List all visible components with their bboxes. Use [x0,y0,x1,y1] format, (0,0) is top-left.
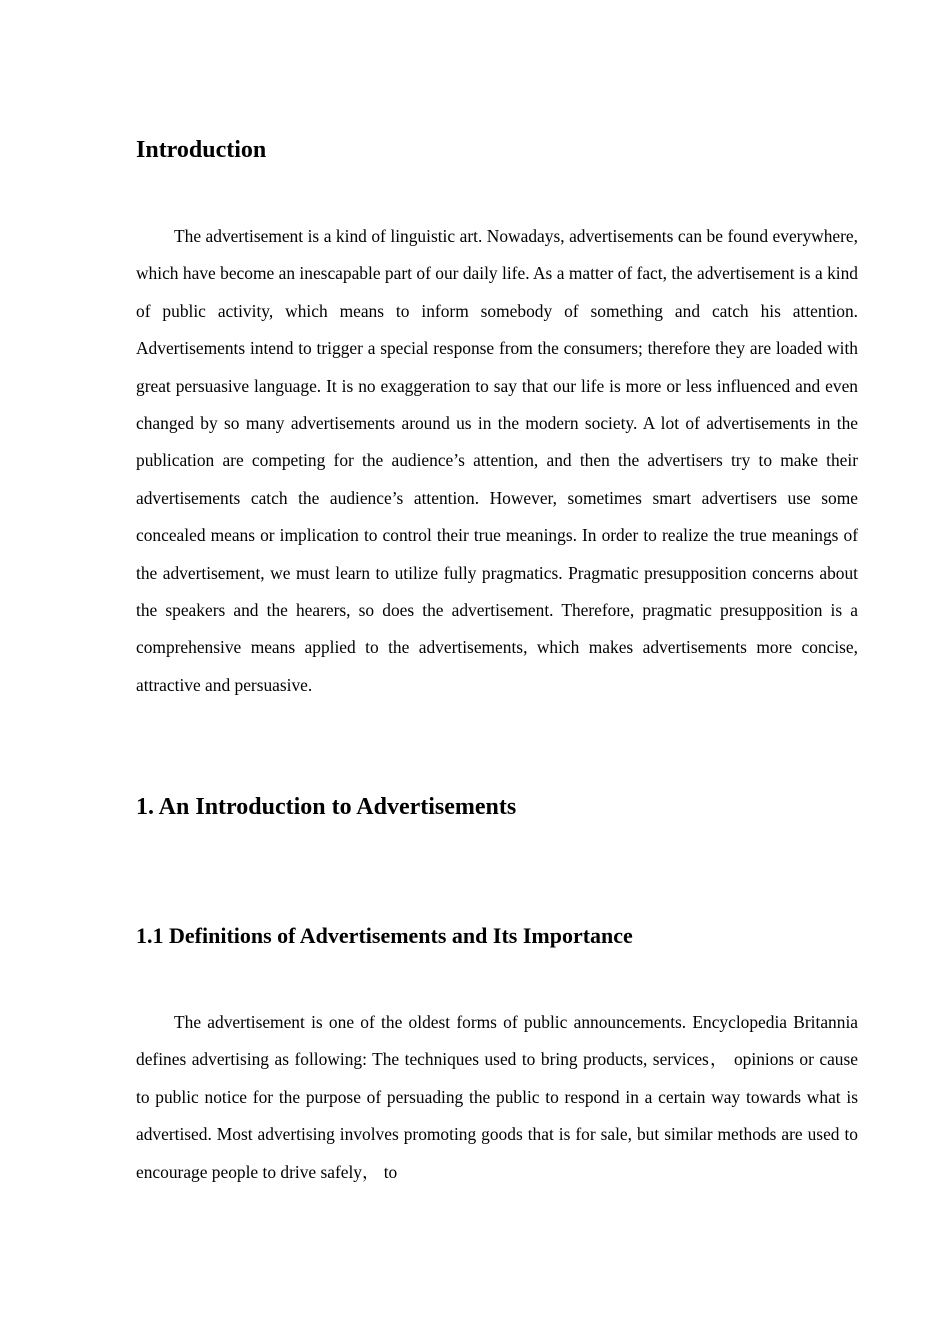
subsection-heading: 1.1 Definitions of Advertisements and Its Importance [136,923,633,948]
introduction-paragraph: The advertisement is a kind of linguistic art. Nowadays, advertisements can be found everywhere, which have become an inescapable part of our daily life. As a matter of fact, the advertisement is a kind of public activity, which means to inform somebody of something and catch his attention. Advertisements intend to trigger a special response from the consumers; therefore they are loaded with great persuasive language. It is no exaggeration to say that our life is more or less influenced and even changed by so many advertisements around us in the modern society. A lot of advertisements in the publication are competing for the audience’s attention, and then the advertisers try to make their advertisements catch the audience’s attention. However, sometimes smart advertisers use some concealed means or implication to control their true meanings. In order to realize the true meanings of the advertisement, we must learn to utilize fully pragmatics. Pragmatic presupposition concerns about the speakers and the hearers, so does the advertisement. Therefore, pragmatic presupposition is a comprehensive means applied to the advertisements, which makes advertisements more concise, attractive and persuasive. [136,226,858,695]
introduction-heading: Introduction [136,137,267,163]
definitions-paragraph: The advertisement is one of the oldest forms of public announcements. Encyclopedia Britannia defines advertising as following: The techniques used to bring products, services， opinions or cause to public notice for the purpose of persuading the public to respond in a certain way towards what is advertised. Most advertising involves promoting goods that is for sale, but similar methods are used to encourage people to drive safely， to [136,1012,858,1182]
section-heading: 1. An Introduction to Advertisements [136,794,517,820]
